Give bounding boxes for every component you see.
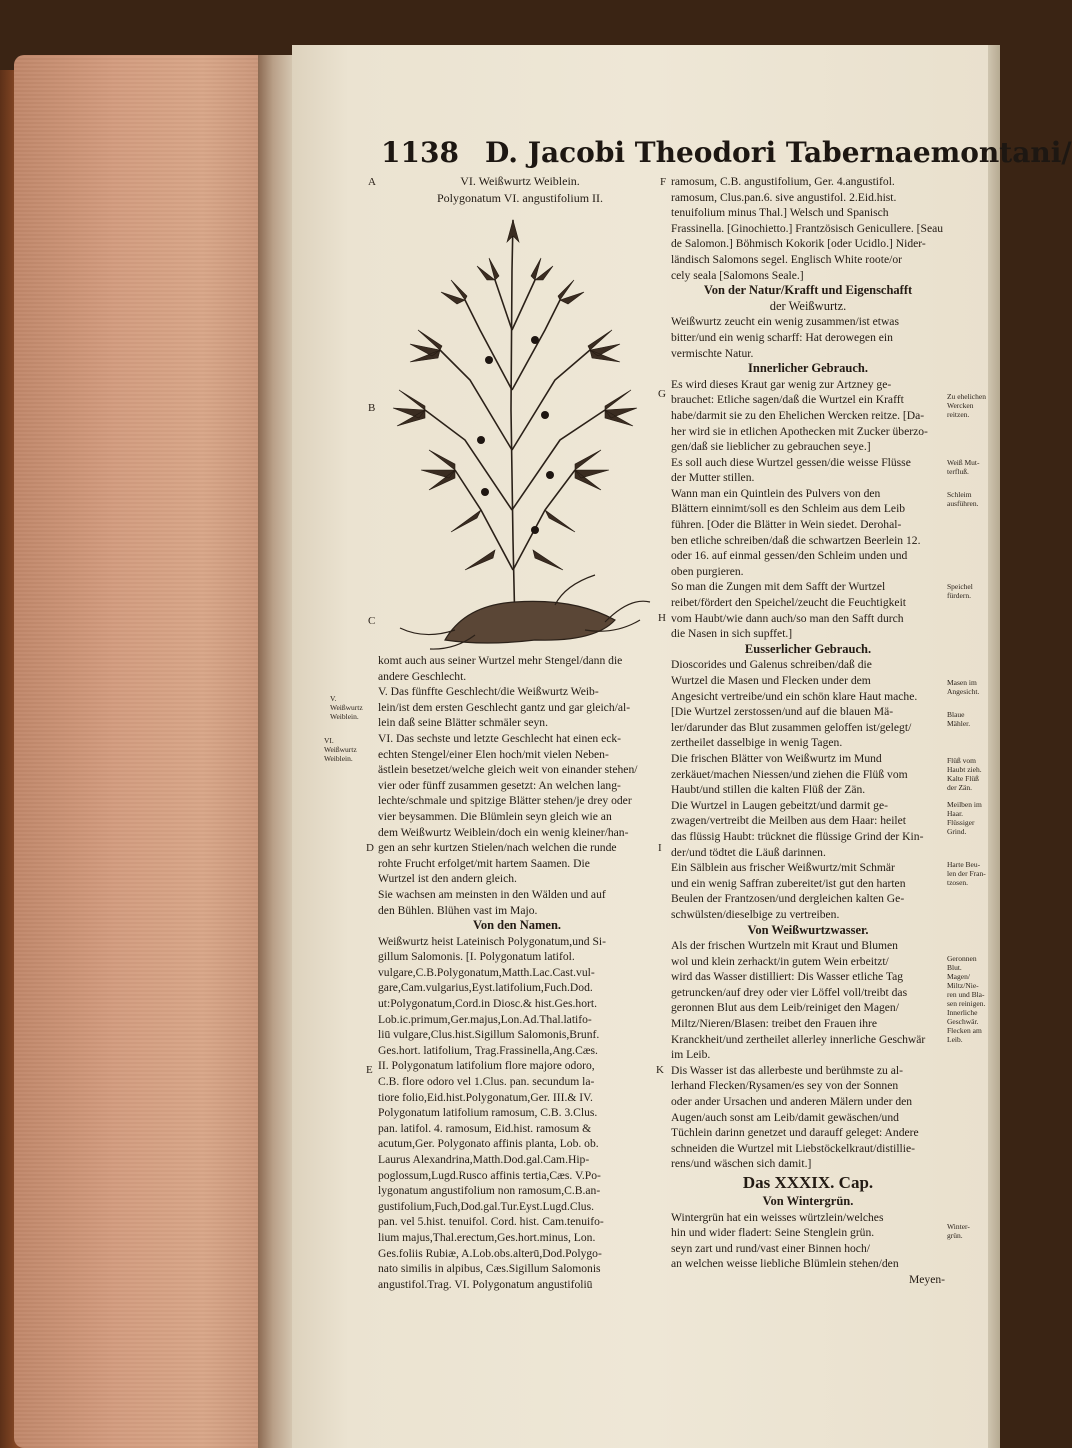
text-line: ramosum, Clus.pan.6. sive angustifol. 2.Eid.hist.: [671, 190, 897, 204]
text-line: Weißwurtz heist Lateinisch Polygonatum,und Si-: [378, 934, 607, 948]
margin-note-right-7: [947, 756, 982, 792]
text-line: oder ander Ursachen und anderen Mälern under den: [671, 1095, 913, 1109]
text-line: komt auch aus seiner Wurtzel mehr Stengel/dann die: [378, 654, 623, 667]
text-line: führen. [Oder die Blätter in Wein siedet. Derohal-: [671, 518, 902, 532]
text-line: Blaue: [947, 710, 965, 719]
text-line: Kalte Flüß: [947, 774, 979, 783]
margin-note-right-8: [947, 800, 982, 836]
text-line: Schleim: [947, 490, 972, 499]
running-head: [381, 136, 1072, 169]
text-line: rohte Frucht erfolget/mit hartem Saamen. Die: [378, 856, 590, 870]
text-line: terfluß.: [947, 467, 969, 476]
text-line: Meilben im: [947, 800, 982, 809]
text-line: lein daß seine Blätter schmäler seyn.: [378, 716, 548, 730]
text-line: ben etliche schreiben/daß die schwartzen Beerlein 12.: [671, 533, 921, 547]
text-line: angustifol.Trag. VI. Polygonatum angustifoliū: [378, 1277, 593, 1291]
figure-caption-1: VI. Weißwurtz Weiblein.: [460, 174, 580, 188]
text-line: Es wird dieses Kraut gar wenig zur Artzney ge-: [671, 377, 892, 391]
text-line: ut:Polygonatum,Cord.in Diosc.& hist.Ges.hort.: [378, 997, 597, 1011]
text-line: Wann man ein Quintlein des Pulvers von den: [671, 486, 881, 500]
text-line: im Leib.: [671, 1048, 711, 1062]
section-letter-i: I: [658, 842, 662, 854]
text-line: Blut.: [947, 963, 962, 972]
text-line: Flüssiger: [947, 818, 975, 827]
text-line: habe/darmit sie zu den Ehelichen Wercken reitze. [Da-: [671, 408, 925, 422]
text-line: gare,Cam.vulgarius,Eyst.latifolium,Fuch.Dod.: [378, 981, 593, 995]
text-line: pan. latifol. 4. ramosum, Eid.hist. ramosum &: [378, 1121, 592, 1135]
text-line: Weiß Mut-: [947, 458, 980, 467]
text-line: dem Weißwurtz Weiblein/doch ein wenig kleiner/han-: [378, 825, 629, 839]
text-line: cely seala [Salomons Seale.]: [671, 268, 804, 282]
text-line: Flecken am: [947, 1026, 982, 1035]
text-line: Angesicht.: [947, 687, 980, 696]
text-line: Frassinella. [Ginochietto.] Frantzösisch Genicullere. [Seau: [671, 221, 944, 235]
text-line: Miltz/Nie-: [947, 981, 979, 990]
text-line: II. Polygonatum latifolium flore majore odoro,: [378, 1059, 595, 1073]
text-line: VI. Das sechste und letzte Geschlecht hat einen eck-: [378, 731, 622, 745]
text-line: Dis Wasser ist das allerbeste und berühmste zu al-: [671, 1063, 903, 1077]
text-line: hin und wider fladert: Seine Stenglein grün.: [671, 1226, 875, 1240]
text-line: Mähler.: [947, 719, 971, 728]
chapter-subheading: Von Wintergrün.: [762, 1194, 854, 1208]
text-line: vier oder fünff zusammen gesetzt: An welchen lang-: [378, 778, 621, 792]
text-line: oder 16. auf einmal gessen/den Schleim unden und: [671, 549, 908, 563]
text-line: Lob.ic.primum,Ger.majus,Lon.Ad.Thal.latifo-: [378, 1012, 592, 1026]
external-use-heading: Eusserlicher Gebrauch.: [744, 641, 872, 656]
margin-note-left-1: [330, 694, 363, 721]
text-line: Dioscorides und Galenus schreiben/daß die: [671, 658, 872, 672]
text-line: Wercken: [947, 401, 974, 410]
text-line: geronnen Blut aus dem Leib/reiniget den Magen/: [671, 1001, 899, 1015]
text-line: ausführen.: [947, 499, 979, 508]
text-line: [Die Wurtzel zerstossen/und auf die blauen Mä-: [671, 705, 894, 719]
text-line: Ein Sälblein aus frischer Weißwurtz/mit Schmär: [671, 861, 895, 875]
text-line: Angesicht vertreibe/und ein schön klare Haut mache.: [671, 689, 918, 703]
text-line: de Salomon.] Böhmisch Kokorik [oder Ucidlo.] Nider-: [671, 237, 926, 251]
text-line: Kranckheit/und zertheilet allerley innerliche Geschwär: [671, 1032, 926, 1046]
margin-note-left-2: [324, 736, 357, 763]
text-line: Magen/: [947, 972, 970, 981]
text-line: poglossum,Lugd.Rusco affinis tertia,Cæs. V.Po-: [378, 1168, 601, 1182]
text-line: lium majus,Thal.erectum,Ges.hort.minus, Lon.: [378, 1230, 596, 1244]
page-right-edge: [988, 45, 1000, 1448]
text-line: lygonatum angustifolium non ramosum,C.B.an-: [378, 1184, 601, 1198]
text-line: gen an sehr kurtzen Stielen/nach welchen die runde: [378, 841, 617, 855]
section-letter-c: C: [368, 615, 376, 627]
text-line: len der Fran-: [947, 869, 986, 878]
text-line: Laurus Alexandrina,Matth.Dod.gal.Cam.Hip-: [378, 1153, 590, 1166]
text-line: vier beysammen. Die Blümlein seyn gleich wie an: [378, 809, 612, 823]
text-line: Beulen der Frantzosen/und dergleichen kalten Ge-: [671, 892, 905, 906]
text-line: Weiblein.: [324, 754, 353, 763]
margin-note-right-4: [947, 582, 973, 600]
text-line: Geschwär.: [947, 1017, 979, 1026]
text-line: sen reinigen.: [947, 999, 986, 1008]
text-line: an welchen weisse liebliche Blümlein stehen/den: [671, 1257, 899, 1271]
text-line: Grind.: [947, 827, 967, 836]
margin-note-right-5: [947, 678, 979, 696]
text-line: VI.: [324, 736, 334, 745]
section-letter-b: B: [368, 402, 376, 414]
text-line: brauchet: Etliche sagen/daß die Wurtzel ein Krafft: [671, 393, 904, 407]
text-line: oben purgieren.: [671, 564, 744, 578]
margin-note-right-3: [947, 490, 978, 508]
margin-note-right-6: [947, 710, 970, 728]
text-line: Masen im: [947, 678, 977, 687]
text-line: der/und tödtet die Läuß darinnen.: [671, 845, 826, 859]
text-line: gillum Salomonis. [I. Polygonatum latifol.: [378, 950, 575, 964]
page-number: 1138: [381, 136, 459, 169]
figure-caption-2: Polygonatum VI. angustifolium II.: [436, 191, 604, 205]
plant-woodcut-illustration: [385, 210, 660, 650]
section-letter-k: K: [656, 1064, 664, 1076]
text-line: Flüß vom: [947, 756, 976, 765]
text-line: Miltz/Nieren/Blasen: treibet den Frauen ihre: [671, 1017, 878, 1031]
text-line: vermischte Natur.: [671, 346, 754, 360]
margin-note-right-1: [947, 392, 986, 419]
margin-note-right-10: [947, 954, 985, 1044]
text-line: grün.: [947, 1231, 963, 1240]
text-line: acutum,Ger. Polygonato affinis planta, Lob. ob.: [378, 1137, 599, 1151]
text-line: Speichel: [947, 582, 973, 591]
text-line: C.B. flore odoro vel 1.Clus. pan. secundum la-: [378, 1075, 595, 1089]
text-line: Sie wachsen am meinsten in den Wälden und auf: [378, 887, 606, 901]
text-line: pan. vel 5.hist. tenuifol. Cord. hist. Cam.tenuifo-: [378, 1215, 604, 1229]
running-head-title: D. Jacobi Theodori Tabernaemontani/: [484, 136, 1072, 169]
text-line: wird das Wasser distilliert: Dis Wasser etliche Tag: [671, 970, 904, 984]
section-letter-d: D: [366, 842, 374, 854]
text-line: tzosen.: [947, 878, 969, 887]
text-line: Die Wurtzel in Laugen gebeitzt/und darmit ge-: [671, 798, 888, 812]
text-line: das flüssig Haubt: trücknet die flüssige Grind der Kin-: [671, 829, 924, 843]
text-line: der Mutter stillen.: [671, 471, 755, 485]
text-line: echten Stengel/einer Elen hoch/mit vielen Neben-: [378, 747, 609, 761]
nature-heading: Von der Natur/Krafft und Eigenschafft: [703, 283, 913, 298]
text-line: andere Geschlecht.: [378, 669, 467, 683]
text-line: V.: [330, 694, 337, 703]
text-line: Leib.: [947, 1035, 963, 1044]
left-column-body: [378, 653, 656, 1292]
text-line: schwülsten/dieselbige zu vertreiben.: [671, 907, 840, 921]
margin-note-right-11: [947, 1222, 970, 1240]
section-letter-f: F: [660, 176, 667, 188]
text-line: bitter/und ein wenig scharff: Hat derowegen ein: [671, 330, 893, 344]
book-gutter: [258, 55, 296, 1448]
section-letter-h: H: [658, 612, 666, 624]
text-line: Zu ehelichen: [947, 392, 986, 401]
text-line: Ges.foliis Rubiæ, A.Lob.obs.alterū,Dod.Polygo-: [378, 1246, 602, 1260]
text-line: Augen/auch sonst am Leib/damit gewäschen/und: [671, 1110, 899, 1124]
section-letter-e: E: [366, 1064, 373, 1076]
text-line: Weißwurtz zeucht ein wenig zusammen/ist etwas: [671, 315, 899, 329]
text-line: fürdern.: [947, 591, 971, 600]
text-line: tiore folio,Eid.hist.Polygonatum,Ger. III.& IV.: [378, 1090, 593, 1104]
text-line: Ges.hort. latifolium, Trag.Frassinella,Ang.Cæs.: [378, 1043, 598, 1057]
text-line: getruncken/auf drey oder vier Löffel voll/treibt das: [671, 985, 908, 999]
text-line: tenuifolium minus Thal.] Welsch und Spanisch: [671, 206, 889, 220]
text-line: ramosum, C.B. angustifolium, Ger. 4.angustifol.: [671, 175, 895, 188]
text-line: Haar.: [947, 809, 964, 818]
right-column-body: [671, 174, 945, 1288]
text-line: Weißwurtz: [330, 703, 363, 712]
margin-note-right-2: [947, 458, 980, 476]
text-line: zerkäuet/machen Niessen/und ziehen die Flüß vom: [671, 767, 908, 781]
text-line: seyn zart und rund/vast einer Binnen hoch/: [671, 1241, 870, 1255]
names-heading: Von den Namen.: [472, 918, 562, 933]
water-heading: Von Weißwurtzwasser.: [747, 922, 869, 937]
text-line: Wurtzel ist den andern gleich.: [378, 872, 517, 886]
text-line: schneiden die Wurtzel mit Liebstöckelkraut/distillie-: [671, 1141, 916, 1155]
text-line: zertheilet dasselbige in wenig Tagen.: [671, 736, 843, 750]
text-line: Haubt zieh.: [947, 765, 982, 774]
text-line: reitzen.: [947, 410, 970, 419]
text-line: ästlein besetzet/welche gleich weit von einander stehen/: [378, 763, 638, 777]
text-line: lerhand Flecken/Rysamen/es sey von der Sonnen: [671, 1079, 899, 1093]
text-line: und ein wenig Saffran zubereitet/ist gut den harten: [671, 876, 906, 890]
text-line: V. Das fünffte Geschlecht/die Weißwurtz Weib-: [378, 685, 599, 699]
text-line: nato similis in alpibus, Cæs.Sigillum Salomonis: [378, 1262, 601, 1276]
text-line: ländisch Salomons segel. Englisch White roote/or: [671, 252, 902, 266]
section-letter-a: A: [368, 176, 376, 188]
text-line: zwagen/vertreibt die Meilben aus dem Haar: heilet: [671, 814, 906, 828]
text-line: gen/daß sie lieblicher zu gebrauchen seye.]: [671, 440, 871, 454]
text-line: Weißwurtz: [324, 745, 357, 754]
text-line: her wird sie in etlichen Apothecken mit Zucker überzo-: [671, 424, 928, 438]
text-line: lein/ist dem ersten Geschlecht gantz und gar gleich/al-: [378, 700, 631, 714]
text-line: Wurtzel die Masen und Flecken under dem: [671, 674, 871, 687]
text-line: die Nasen in sich supffet.]: [671, 627, 793, 641]
text-line: vulgare,C.B.Polygonatum,Matth.Lac.Cast.vul-: [378, 965, 595, 979]
text-line: Blättern einnimt/soll es den Schleim aus dem Leib: [671, 502, 906, 516]
text-line: der Zän.: [947, 783, 972, 792]
text-line: vom Haubt/wie dann auch/so man den Safft durch: [671, 611, 904, 625]
internal-use-heading: Innerlicher Gebrauch.: [748, 361, 868, 376]
catchword: Meyen-: [908, 1272, 945, 1286]
text-line: ren und Bla-: [947, 990, 985, 999]
text-line: den Bühlen. Blühen vast im Majo.: [378, 903, 538, 917]
text-line: Wintergrün hat ein weisses würtzlein/welches: [671, 1210, 884, 1224]
text-line: Es soll auch diese Wurtzel gessen/die weisse Flüsse: [671, 455, 911, 469]
text-line: Winter-: [947, 1222, 970, 1231]
text-line: liū vulgare,Clus.hist.Sigillum Salomonis,Brunf.: [378, 1028, 600, 1042]
text-line: Tüchlein darinn genetzet und darauff geleget: Andere: [671, 1126, 919, 1140]
chapter-heading: Das XXXIX. Cap.: [742, 1173, 874, 1192]
text-line: So man die Zungen mit dem Safft der Wurtzel: [671, 580, 886, 594]
section-letter-g: G: [658, 388, 666, 400]
text-line: Innerliche: [947, 1008, 978, 1017]
nature-heading-2: der Weißwurtz.: [769, 298, 847, 313]
text-line: Geronnen: [947, 954, 977, 963]
text-line: Die frischen Blätter von Weißwurtz im Mund: [671, 751, 882, 765]
text-line: gustifolium,Fuch,Dod.gal.Tur.Eyst.Lugd.Clus.: [378, 1199, 595, 1213]
text-line: Haubt/und stillen die kalten Flüß der Zän.: [671, 783, 866, 797]
text-line: wol und klein zerhackt/in gutem Wein erbeitzt/: [671, 954, 889, 968]
text-line: reibet/fördert den Speichel/zeucht die Feuchtigkeit: [671, 596, 907, 610]
text-line: ler/darunder das Blut zusammen geloffen ist/gelegt/: [671, 720, 912, 734]
text-line: Weiblein.: [330, 712, 359, 721]
text-line: lechte/schmale und spitzige Blätter stehen/je drey oder: [378, 794, 632, 808]
page-edges: [14, 55, 266, 1448]
margin-note-right-9: [947, 860, 986, 887]
text-line: Polygonatum latifolium ramosum, C.B. 3.Clus.: [378, 1106, 598, 1120]
text-line: Als der frischen Wurtzeln mit Kraut und Blumen: [671, 939, 898, 953]
text-line: rens/und wäschen sich damit.]: [671, 1157, 812, 1171]
text-line: Harte Beu-: [947, 860, 981, 869]
